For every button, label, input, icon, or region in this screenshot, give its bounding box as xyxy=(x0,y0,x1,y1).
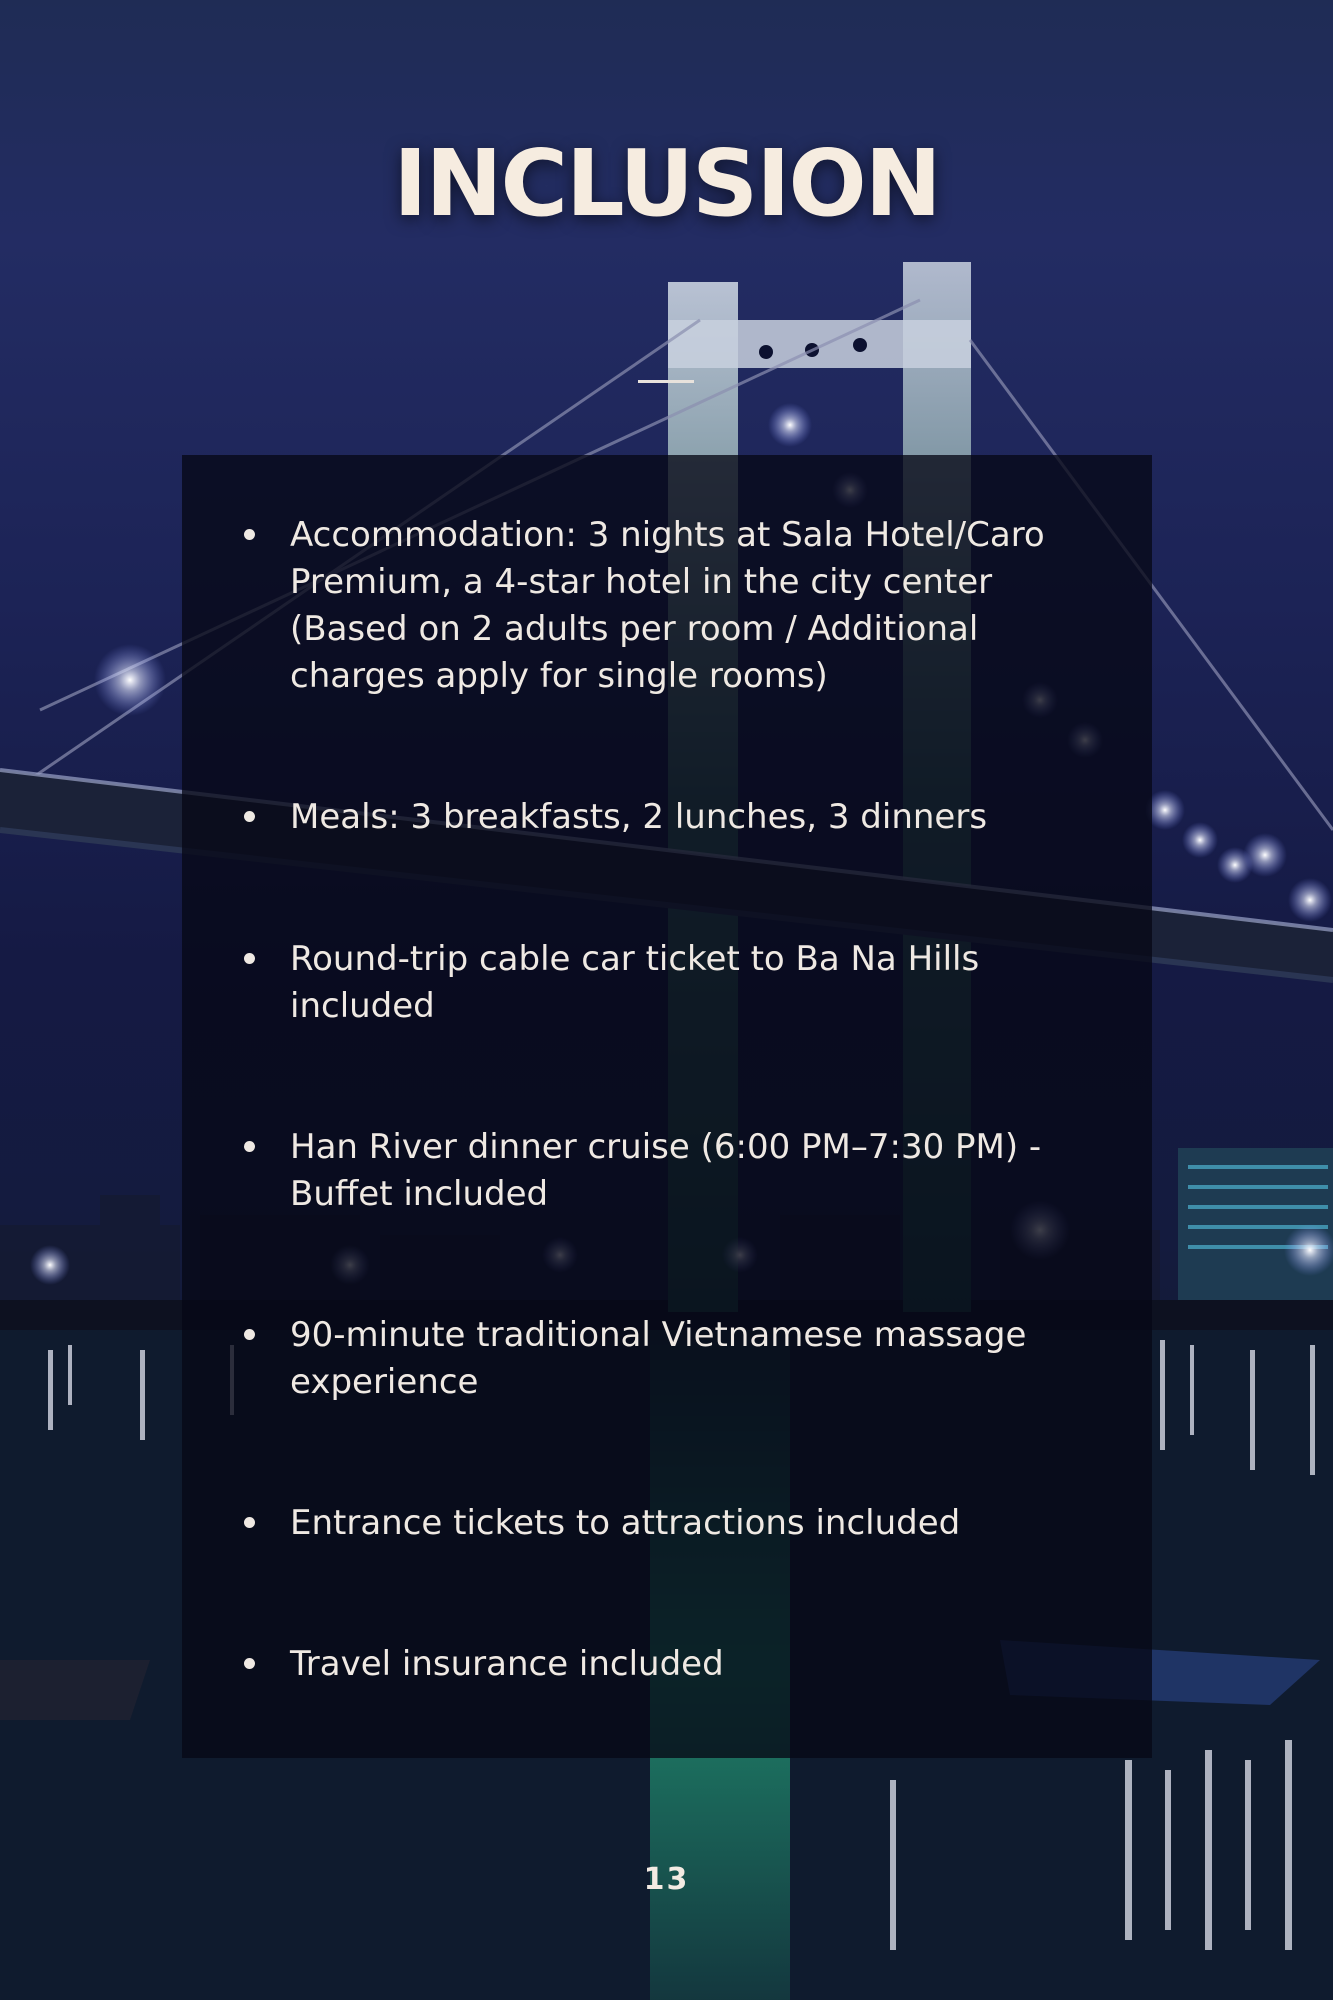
inclusion-text: Accommodation: 3 nights at Sala Hotel/Caro Premium, a 4-star hotel in the city center (Based on 2 adults per room / Additional charges apply for single rooms) xyxy=(290,515,1045,696)
inclusion-text: Round-trip cable car ticket to Ba Na Hills included xyxy=(290,939,980,1026)
inclusion-text: Han River dinner cruise (6:00 PM–7:30 PM) - Buffet included xyxy=(290,1127,1042,1214)
inclusion-item xyxy=(290,1312,1110,1406)
bullet-icon xyxy=(244,529,255,540)
page-number: 13 xyxy=(643,1862,690,1897)
bullet-icon xyxy=(244,1141,255,1152)
inclusion-text: Meals: 3 breakfasts, 2 lunches, 3 dinners xyxy=(290,797,988,837)
bullet-icon xyxy=(244,1658,255,1669)
inclusion-text: Entrance tickets to attractions included xyxy=(290,1503,961,1543)
inclusion-item xyxy=(290,794,1110,841)
title-divider xyxy=(638,380,694,383)
inclusion-item xyxy=(290,1124,1110,1218)
inclusion-item xyxy=(290,1500,1110,1547)
bullet-icon xyxy=(244,811,255,822)
page-title: INCLUSION xyxy=(393,130,940,237)
inclusion-text: Travel insurance included xyxy=(290,1644,724,1684)
inclusion-item xyxy=(290,1641,1110,1688)
inclusion-text: 90-minute traditional Vietnamese massage experience xyxy=(290,1315,1027,1402)
bullet-icon xyxy=(244,1517,255,1528)
bullet-icon xyxy=(244,1329,255,1340)
inclusion-item xyxy=(290,936,1110,1030)
bullet-icon xyxy=(244,953,255,964)
inclusion-item xyxy=(290,512,1110,700)
